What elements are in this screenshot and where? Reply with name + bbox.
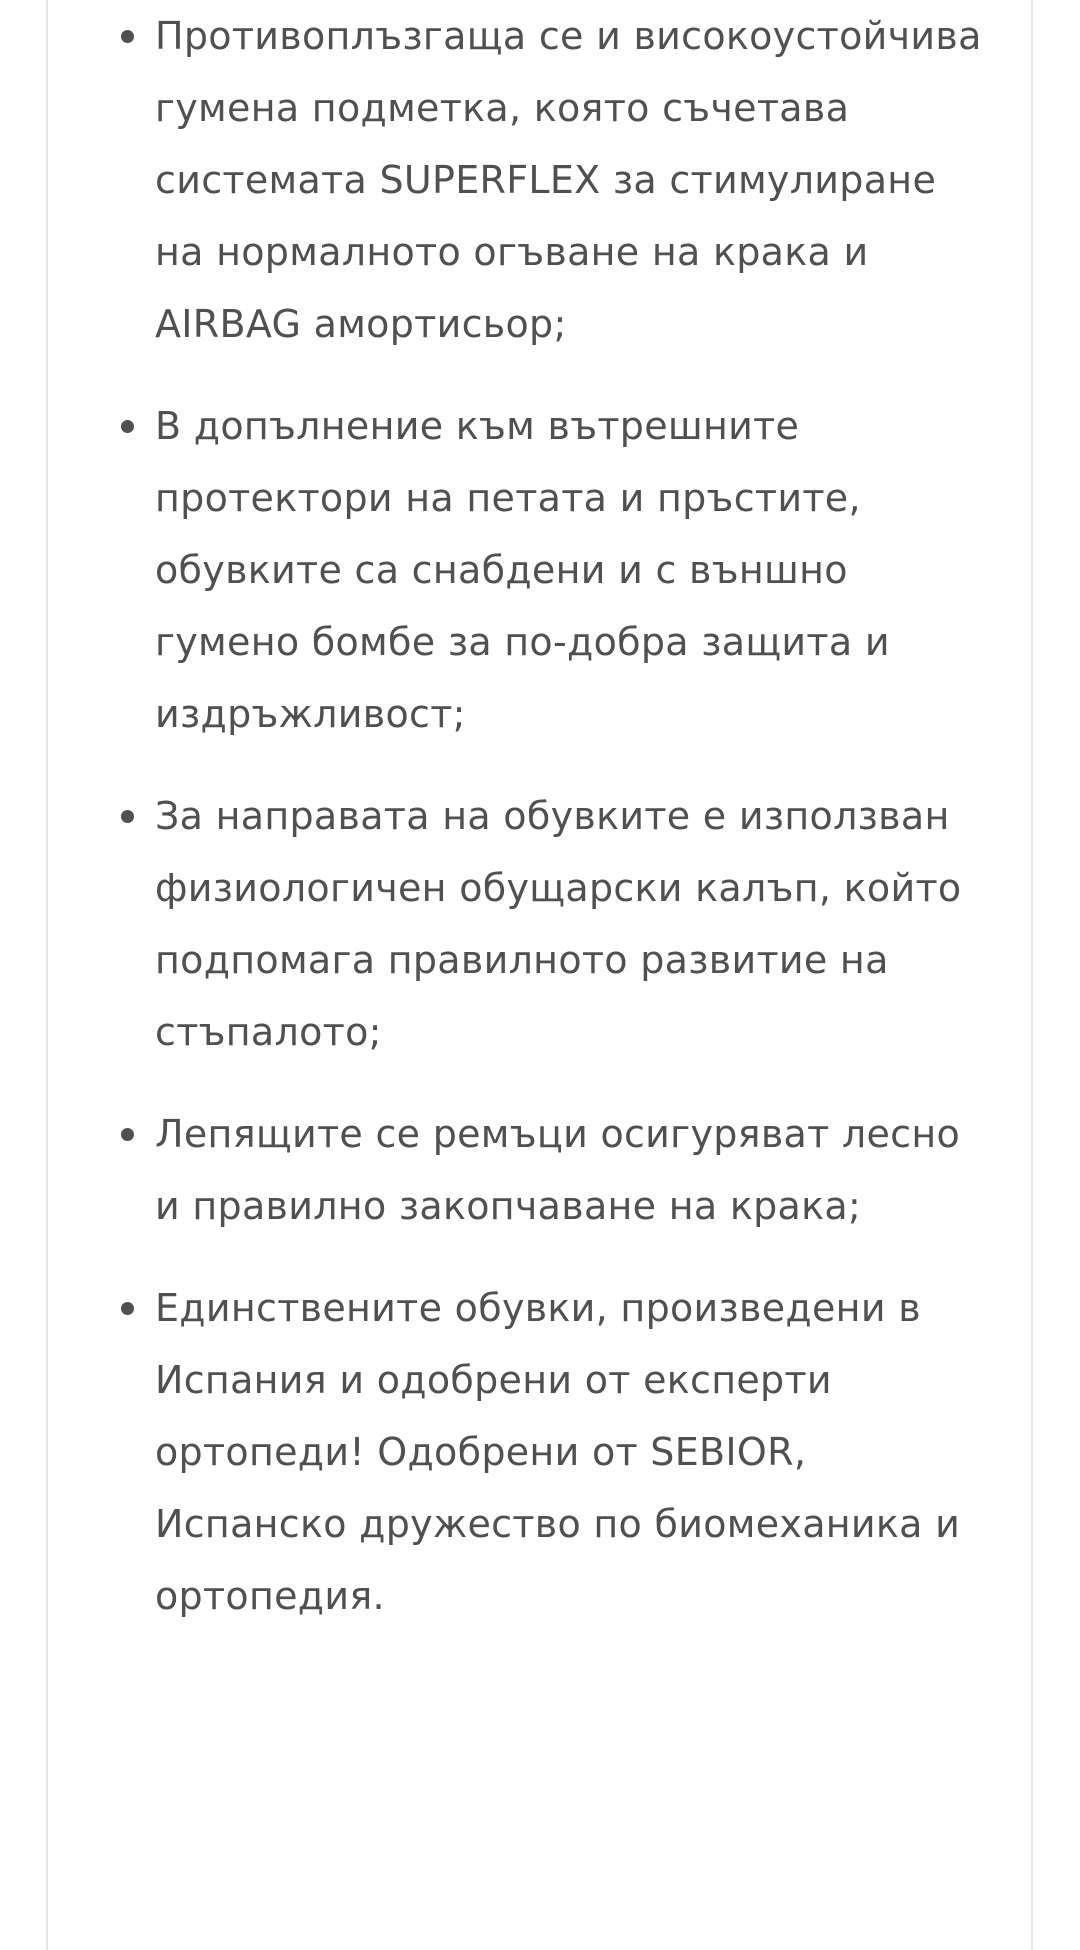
feature-text: Единствените обувки, произведени в Испания и одобрени от експерти ортопеди! Одобрени от SEBIOR, Испанско дружество по биомеханика и ортопедия. (155, 1286, 961, 1618)
bullet-icon (121, 30, 134, 43)
feature-item-approval (48, 1272, 1031, 1632)
feature-text: За направата на обувките е използван физиологичен обущарски калъп, който подпомага правилното развитие на стъпалото; (155, 794, 962, 1054)
bullet-icon (121, 1302, 134, 1315)
feature-list (48, 0, 1031, 1662)
bullet-icon (121, 1128, 134, 1141)
bullet-icon (121, 810, 134, 823)
product-description-card (46, 0, 1033, 1950)
feature-text: Противоплъзгаща се и високоустойчива гумена подметка, която съчетава системата SUPERFLEX за стимулиране на нормалното огъване на крака и AIRBAG амортисьор; (155, 14, 982, 346)
feature-item-protectors (48, 390, 1031, 750)
feature-item-sole (48, 0, 1031, 360)
feature-item-straps (48, 1098, 1031, 1242)
feature-text: В допълнение към вътрешните протектори на петата и пръстите, обувките са снабдени и с външно гумено бомбе за по-добра защита и издръжливост; (155, 404, 890, 736)
feature-item-last (48, 780, 1031, 1068)
bullet-icon (121, 420, 134, 433)
feature-text: Лепящите се ремъци осигуряват лесно и правилно закопчаване на крака; (155, 1112, 961, 1228)
